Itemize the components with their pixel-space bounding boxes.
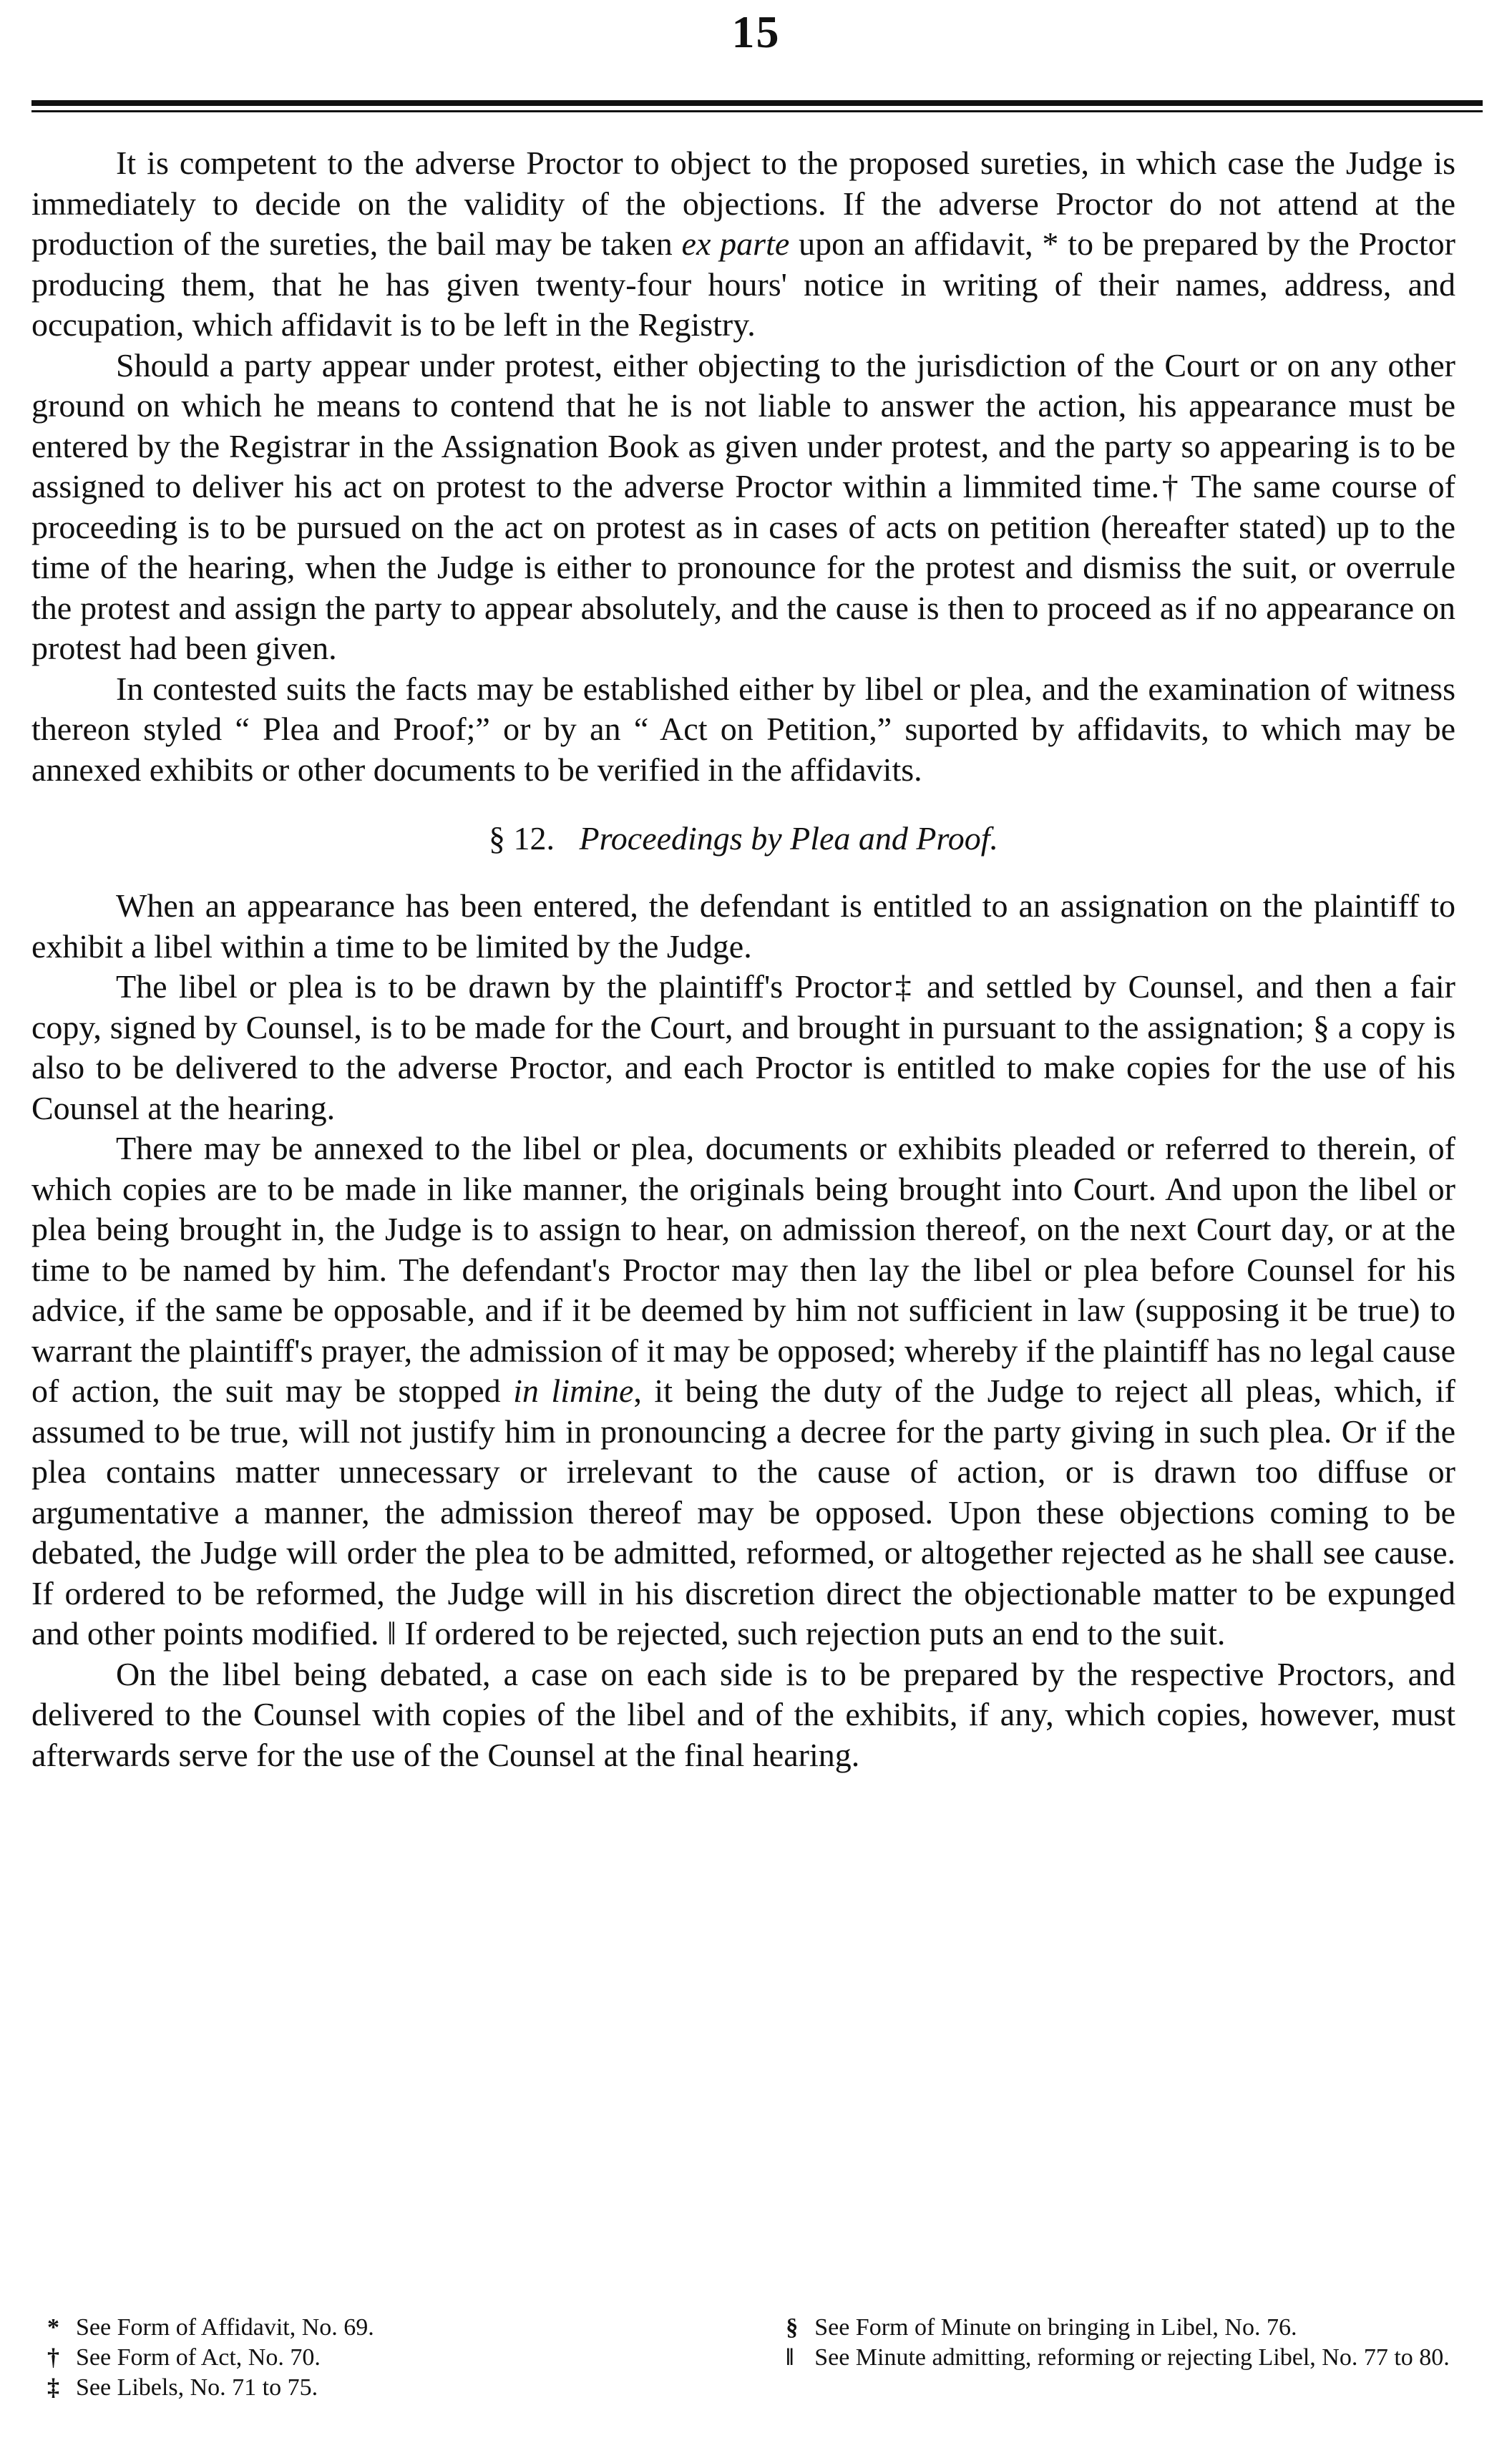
footnote-text: See Libels, No. 71 to 75. bbox=[76, 2374, 318, 2401]
section-number: § 12. bbox=[488, 820, 555, 857]
header-rule-thin bbox=[31, 110, 1483, 112]
italic-phrase: ex parte bbox=[681, 225, 790, 262]
footnote-symbol: ‡ bbox=[47, 2374, 59, 2401]
footnotes bbox=[47, 2313, 1468, 2403]
footnote-text: See Form of Minute on bringing in Libel, No. 76. bbox=[814, 2314, 1297, 2341]
footnote bbox=[786, 2313, 1468, 2343]
footnote-symbol: † bbox=[47, 2344, 59, 2371]
footnote-text: See Form of Affidavit, No. 69. bbox=[76, 2314, 374, 2341]
footnote-symbol: * bbox=[47, 2314, 59, 2341]
page-number: 15 bbox=[731, 6, 781, 57]
footnote-text: See Minute admitting, reforming or rejecting Libel, No. 77 to 80. bbox=[814, 2344, 1450, 2371]
footnote-text: See Form of Act, No. 70. bbox=[76, 2344, 321, 2371]
footnote bbox=[47, 2313, 701, 2343]
section-title: Proceedings by Plea and Proof. bbox=[579, 820, 998, 857]
footnote bbox=[47, 2373, 701, 2403]
section-heading bbox=[31, 819, 1455, 859]
paragraph-libel-drawn: The libel or plea is to be drawn by the plaintiff's Proctor‡ and settled by Counsel, and then a fair copy, signed by Counsel, is to be made for the Court, and brought in pursuant to the assignation; § a copy is also to be delivered to the adverse Proctor, and each Proctor is entitled to make copies for the use of his Counsel at the hearing. bbox=[31, 968, 1455, 1126]
paragraph-appearance-under-protest: Should a party appear under protest, either objecting to the jurisdiction of the Court or on any other ground on which he means to contend that he is not liable to answer the action, his appearance must be entered by the Registrar in the Assignation Book as given under protest, and the party so appearing is to be assigned to deliver his act on protest to the adverse Proctor within a limmited time.† The same course of proceeding is to be pursued on the act on protest as in cases of acts on petition (hereafter stated) up to the time of the hearing, when the Judge is either to pronounce for the protest and dismiss the suit, or overrule the protest and assign the party to appear absolutely, and the cause is then to proceed as if no appearance on protest had been given. bbox=[31, 346, 1455, 666]
footnote bbox=[47, 2343, 701, 2373]
footnote-symbol: ‖ bbox=[786, 2344, 794, 2371]
paragraph-appearance-entered: When an appearance has been entered, the defendant is entitled to an assignation on the plaintiff to exhibit a libel within a time to be limited by the Judge. bbox=[31, 887, 1455, 965]
paragraph-contested-suits: In contested suits the facts may be established either by libel or plea, and the examination of witness thereon styled “ Plea and Proof;” or by an “ Act on Petition,” suported by affidavits, to which may be annexed exhibits or other documents to be verified in the affidavits. bbox=[31, 670, 1455, 788]
paragraph-libel-debated: On the libel being debated, a case on each side is to be prepared by the respective Proctors, and delivered to the Counsel with copies of the libel and of the exhibits, if any, which copies, however, must afterwards serve for the use of the Counsel at the final hearing. bbox=[31, 1655, 1455, 1773]
footnotes-left-column bbox=[47, 2313, 701, 2403]
footnotes-right-column bbox=[786, 2313, 1468, 2403]
header-rule-thick bbox=[31, 100, 1483, 106]
footnote bbox=[786, 2343, 1468, 2373]
paragraph-annexed-documents: There may be annexed to the libel or plea, documents or exhibits pleaded or referred to therein, of which copies are to be made in like manner, the originals being brought into Court. And upon the libel or plea being brought in, the Judge is to assign to hear, on admission thereof, on the next Court day, or at the time to be named by him. The defendant's Proctor may then lay the libel or plea before Counsel for his advice, if the same be opposable, and if it be deemed by him not sufficient in law (supposing it be true) to warrant the plaintiff's prayer, the admission of it may be opposed; whereby if the plaintiff has no legal cause of action, the suit may be stopped in limine, it being the duty of the Judge to reject all pleas, which, if assumed to be true, will not justify him in pronouncing a decree for the party giving in such plea. Or if the plea contains matter unnecessary or irrelevant to the cause of action, or is drawn too diffuse or argumentative a manner, the admission thereof may be opposed. Upon these objections coming to be debated, the Judge will order the plea to be admitted, reformed, or altogether rejected as he shall see cause. If ordered to be reformed, the Judge will in his discretion direct the objectionable matter to be expunged and other points modified. ‖ If ordered to be rejected, such rejection puts an end to the suit. bbox=[31, 1130, 1455, 1652]
body-text bbox=[31, 143, 1455, 1775]
italic-phrase: in limine bbox=[513, 1372, 634, 1409]
footnote-symbol: § bbox=[786, 2314, 799, 2341]
paragraph-sureties-objection: It is competent to the adverse Proctor to object to the proposed sureties, in which case the Judge is immediately to decide on the validity of the objections. If the adverse Proctor do not attend at the production of the sureties, the bail may be taken ex parte upon an affidavit, * to be prepared by the Proctor producing them, that he has given twenty-four hours' notice in writing of their names, address, and occupation, which affidavit is to be left in the Registry. bbox=[31, 145, 1455, 343]
